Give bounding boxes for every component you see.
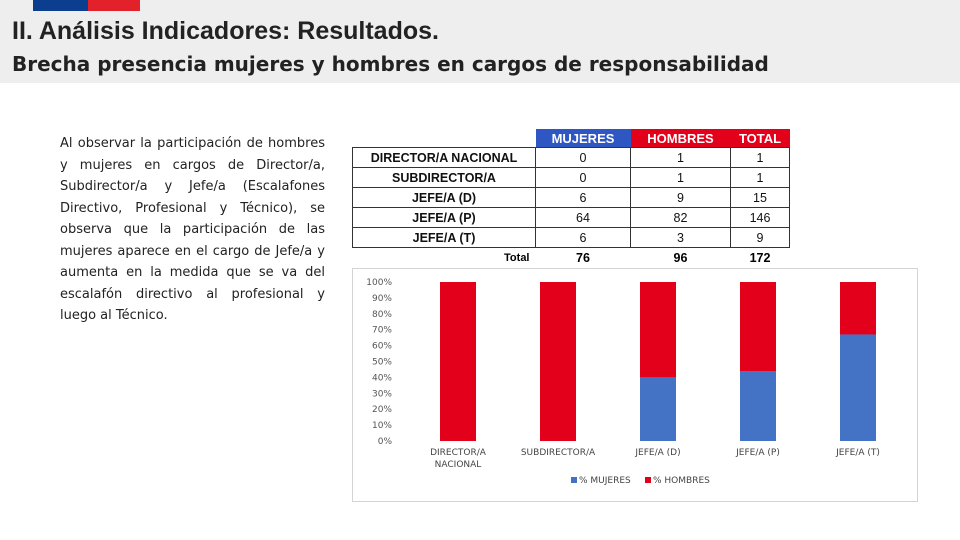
table-cell-label: JEFE/A (D) [353, 188, 536, 208]
x-tick-label: JEFE/A (T) [836, 448, 880, 458]
table-row [353, 148, 790, 168]
data-label-hombres: 100% [441, 365, 475, 379]
bar-hombres [440, 282, 476, 441]
flag-blue-stripe [33, 0, 88, 11]
y-tick-label: 0% [377, 437, 392, 447]
body-paragraph: Al observar la participación de hombres y mujeres en cargos de Director/a, Subdirector/a y Jefe/a (Escalafones Directivo, Profesional y Técnico), se observa que la participación de las mujeres aparece en el cargo de Jefe/a y aumenta en la medida que se va del escalafón directivo al profesional y luego al Técnico. [60, 136, 325, 323]
legend-label-mujeres: % MUJERES [579, 476, 631, 486]
y-tick-label: 40% [371, 373, 392, 384]
table-cell-hombres: 82 [631, 208, 731, 228]
data-table [352, 129, 790, 267]
y-tick-label: 30% [371, 389, 392, 400]
table-total-row [353, 248, 790, 268]
y-tick-label: 60% [371, 341, 392, 352]
page-title: II. Análisis Indicadores: Resultados. [12, 17, 439, 45]
x-tick-label: JEFE/A (P) [736, 448, 780, 458]
page-subtitle: Brecha presencia mujeres y hombres en cargos de responsabilidad [12, 52, 769, 76]
table-cell-mujeres: 0 [536, 168, 631, 188]
table-cell-mujeres: 0 [536, 148, 631, 168]
table-row [353, 188, 790, 208]
bar-hombres [540, 282, 576, 441]
y-tick-label: 100% [366, 278, 392, 288]
table-row [353, 208, 790, 228]
x-tick-label: DIRECTOR/A NACIONAL [430, 448, 486, 470]
y-tick-label: 10% [371, 421, 392, 432]
x-tick-label: SUBDIRECTOR/A [520, 448, 596, 458]
data-label-hombres: 60% [644, 285, 672, 299]
table-cell-label: JEFE/A (T) [353, 228, 536, 248]
table-cell-hombres: 1 [631, 168, 731, 188]
table-total-mujeres: 76 [576, 250, 590, 265]
y-tick-label: 50% [371, 357, 392, 368]
slide-header [0, 0, 960, 83]
table-total-hombres: 96 [673, 250, 688, 265]
bar-mujeres [740, 371, 776, 441]
table-cell-hombres: 3 [631, 228, 731, 248]
y-tick-label: 80% [371, 309, 392, 320]
table-row [353, 228, 790, 248]
table-total-total: 172 [749, 250, 771, 265]
table-cell-label: SUBDIRECTOR/A [353, 168, 536, 188]
table-row [353, 168, 790, 188]
table-cell-total: 15 [731, 188, 790, 208]
data-label-hombres: 100% [541, 365, 575, 379]
data-label-mujeres: 44% [744, 408, 772, 422]
table-cell-mujeres: 6 [536, 228, 631, 248]
legend-swatch-hombres [645, 477, 651, 483]
table-cell-hombres: 9 [631, 188, 731, 208]
data-label-mujeres: 40% [644, 411, 672, 425]
table-cell-total: 9 [731, 228, 790, 248]
table-cell-label: DIRECTOR/A NACIONAL [353, 148, 536, 168]
table-cell-hombres: 1 [631, 148, 731, 168]
bar-mujeres [640, 377, 676, 441]
flag-red-stripe [88, 0, 140, 11]
table-total-label: Total [504, 251, 530, 264]
table-cell-total: 146 [731, 208, 790, 228]
table-cell-mujeres: 64 [536, 208, 631, 228]
legend-label-hombres: % HOMBRES [653, 476, 710, 486]
x-tick-label: JEFE/A (D) [635, 448, 681, 458]
data-label-mujeres: 67% [844, 344, 872, 358]
table-header-row [353, 129, 790, 148]
table-cell-total: 1 [731, 148, 790, 168]
table-cell-total: 1 [731, 168, 790, 188]
stacked-bar-chart [352, 268, 918, 502]
table-header-mujeres: MUJERES [536, 129, 631, 148]
chart-svg [353, 269, 917, 501]
data-label-hombres: 33% [844, 282, 872, 295]
y-tick-label: 20% [371, 405, 392, 416]
data-label-hombres: 56% [744, 284, 772, 298]
legend-swatch-mujeres [571, 477, 577, 483]
table-header-hombres: HOMBRES [631, 129, 731, 148]
y-tick-label: 90% [371, 293, 392, 304]
table-header-total: TOTAL [731, 129, 790, 148]
table-header-blank [353, 129, 536, 148]
table-cell-label: JEFE/A (P) [353, 208, 536, 228]
y-tick-label: 70% [371, 325, 392, 336]
table-cell-mujeres: 6 [536, 188, 631, 208]
